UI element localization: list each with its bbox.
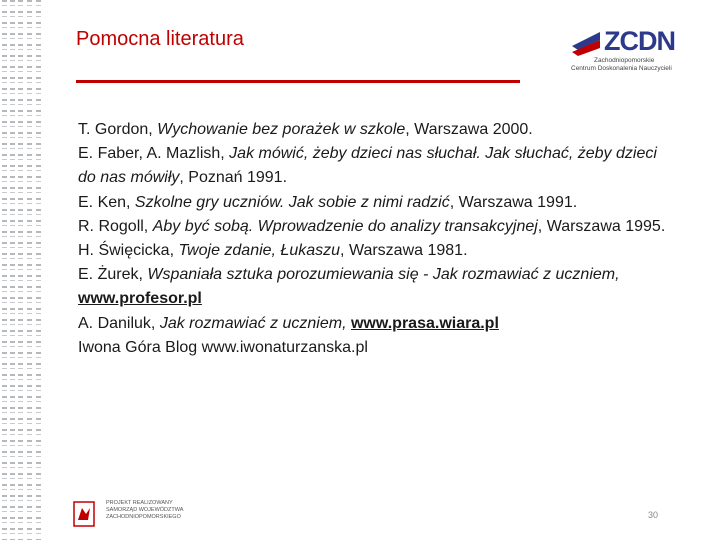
logo-name: ZCDN — [604, 26, 675, 56]
title-underline — [76, 80, 520, 83]
reference-item: Iwona Góra Blog www.iwonaturzanska.pl — [78, 338, 368, 356]
slide-title: Pomocna literatura — [76, 28, 244, 50]
reference-item: T. Gordon, Wychowanie bez porażek w szkole, Warszawa 2000. — [78, 121, 533, 138]
link-profesor[interactable]: www.profesor.pl — [78, 290, 202, 308]
reference-item: E. Faber, A. Mazlish, Jak mówić, żeby dzieci nas słuchał. Jak słuchać, żeby dzieci do nas mówiły, Poznań 1991. — [78, 145, 657, 187]
footer-logo-text: PROJEKT REALIZOWANY SAMORZĄD WOJEWÓDZTWA ZACHODNIOPOMORSKIEGO — [106, 500, 184, 520]
reference-item: H. Święcicka, Twoje zdanie, Łukaszu, Warszawa 1981. — [78, 242, 468, 260]
link-prasa-wiara[interactable]: www.prasa.wiara.pl — [350, 314, 499, 332]
reference-item: E. Żurek, Wspaniała sztuka porozumiewania się - Jak rozmawiać z uczniem, www.profesor.pl — [78, 266, 620, 308]
reference-list — [78, 118, 678, 360]
reference-item: E. Ken, Szkolne gry uczniów. Jak sobie z nimi radzić, Warszawa 1991. — [78, 193, 578, 211]
reference-item: R. Rogoll, Aby być sobą. Wprowadzenie do analizy transakcyjnej, Warszawa 1995. — [78, 217, 666, 235]
logo-subtitle-line1: Zachodniopomorskie — [594, 57, 655, 64]
logo-subtitle-line2: Centrum Doskonalenia Nauczycieli — [571, 65, 672, 72]
reference-item: A. Daniluk, Jak rozmawiać z uczniem, www.prasa.wiara.pl — [78, 314, 499, 332]
page-number: 30 — [648, 510, 659, 520]
decorative-handwriting-strip — [0, 0, 48, 540]
